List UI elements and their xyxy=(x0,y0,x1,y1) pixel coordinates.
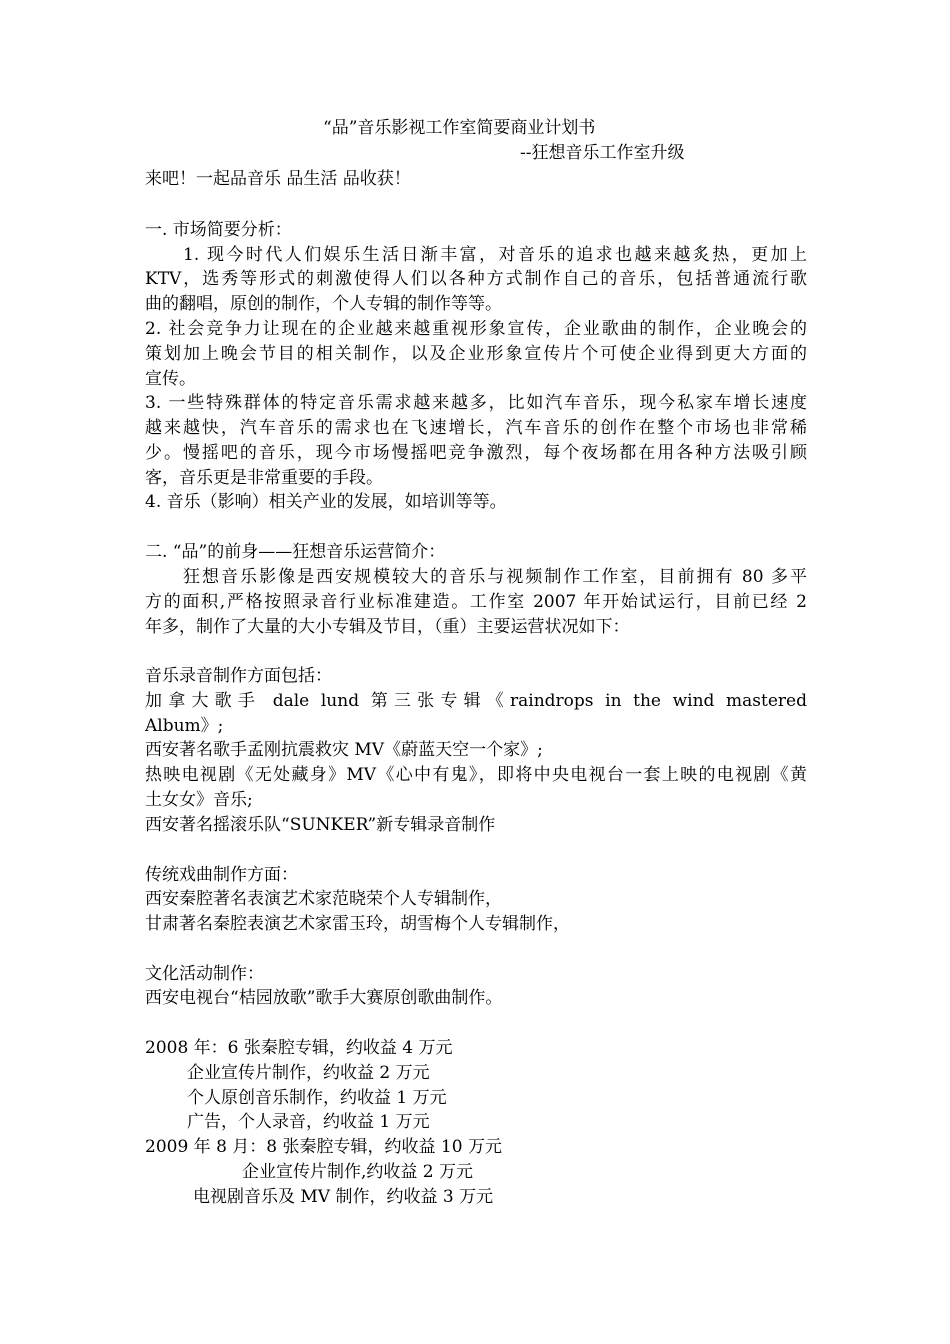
section1-line: 2. 社会竞争力让现在的企业越来越重视形象宣传，企业歌曲的制作，企业晚会的 xyxy=(145,319,807,339)
music-recording-line: 西安著名歌手孟刚抗震救灾 MV《蔚蓝天空一个家》; xyxy=(145,740,543,760)
income-line: 广告，个人录音，约收益 1 万元 xyxy=(187,1112,430,1132)
section1-line: 越来越快，汽车音乐的需求也在飞速增长，汽车音乐的创作在整个市场也非常稀 xyxy=(145,418,807,438)
section2-line: 狂想音乐影像是西安规模较大的音乐与视频制作工作室，目前拥有 80 多平 xyxy=(183,567,807,587)
income-line: 2008 年：6 张秦腔专辑，约收益 4 万元 xyxy=(145,1038,453,1058)
section1-line: 宣传。 xyxy=(145,369,196,389)
income-line: 企业宣传片制作，约收益 2 万元 xyxy=(187,1063,430,1083)
opera-heading: 传统戏曲制作方面： xyxy=(145,865,298,885)
section1-line: 3. 一些特殊群体的特定音乐需求越来越多，比如汽车音乐，现今私家车增长速度 xyxy=(145,393,807,413)
section1-line: KTV，选秀等形式的刺激使得人们以各种方式制作自己的音乐，包括普通流行歌 xyxy=(145,269,807,289)
section2-line: 方的面积,严格按照录音行业标准建造。工作室 2007 年开始试运行，目前已经 2 xyxy=(145,592,807,612)
section1-line: 1. 现今时代人们娱乐生活日渐丰富，对音乐的追求也越来越炙热，更加上 xyxy=(183,245,807,265)
music-recording-line: 土女女》音乐; xyxy=(145,790,253,810)
slogan: 来吧！一起品音乐 品生活 品收获！ xyxy=(145,169,411,189)
section2-heading: 二. “品”的前身——狂想音乐运营简介： xyxy=(145,542,446,562)
section1-line: 曲的翻唱，原创的制作，个人专辑的制作等等。 xyxy=(145,294,502,314)
music-recording-heading: 音乐录音制作方面包括： xyxy=(145,666,332,686)
culture-line: 西安电视台“桔园放歌”歌手大赛原创歌曲制作。 xyxy=(145,988,503,1008)
document-title: “品”音乐影视工作室简要商业计划书 xyxy=(323,118,596,138)
section1-line: 少。慢摇吧的音乐，现今市场慢摇吧竞争激烈，每个夜场都在用各种方法吸引顾 xyxy=(145,443,807,463)
income-line: 电视剧音乐及 MV 制作，约收益 3 万元 xyxy=(193,1187,494,1207)
opera-line: 西安秦腔著名表演艺术家范晓荣个人专辑制作， xyxy=(145,889,502,909)
section1-line: 4. 音乐（影响）相关产业的发展，如培训等等。 xyxy=(145,492,507,512)
music-recording-line: 加拿大歌手 dale lund 第三张专辑《raindrops in the wind mastered xyxy=(145,691,807,711)
culture-heading: 文化活动制作： xyxy=(145,964,264,984)
section1-line: 客，音乐更是非常重要的手段。 xyxy=(145,468,383,488)
income-line: 企业宣传片制作,约收益 2 万元 xyxy=(242,1162,474,1182)
section2-line: 年多，制作了大量的大小专辑及节目，（重）主要运营状况如下： xyxy=(145,617,630,637)
document-subtitle: --狂想音乐工作室升级 xyxy=(520,143,685,163)
section1-heading: 一. 市场简要分析： xyxy=(145,220,292,240)
music-recording-line: Album》; xyxy=(145,716,224,736)
music-recording-line: 热映电视剧《无处藏身》MV《心中有鬼》，即将中央电视台一套上映的电视剧《黄 xyxy=(145,765,807,785)
section1-line: 策划加上晚会节目的相关制作，以及企业形象宣传片个可使企业得到更大方面的 xyxy=(145,344,807,364)
income-line: 2009 年 8 月：8 张秦腔专辑，约收益 10 万元 xyxy=(145,1137,502,1157)
opera-line: 甘肃著名秦腔表演艺术家雷玉玲，胡雪梅个人专辑制作， xyxy=(145,914,570,934)
music-recording-line: 西安著名摇滚乐队“SUNKER”新专辑录音制作 xyxy=(145,815,496,835)
income-line: 个人原创音乐制作，约收益 1 万元 xyxy=(187,1088,447,1108)
